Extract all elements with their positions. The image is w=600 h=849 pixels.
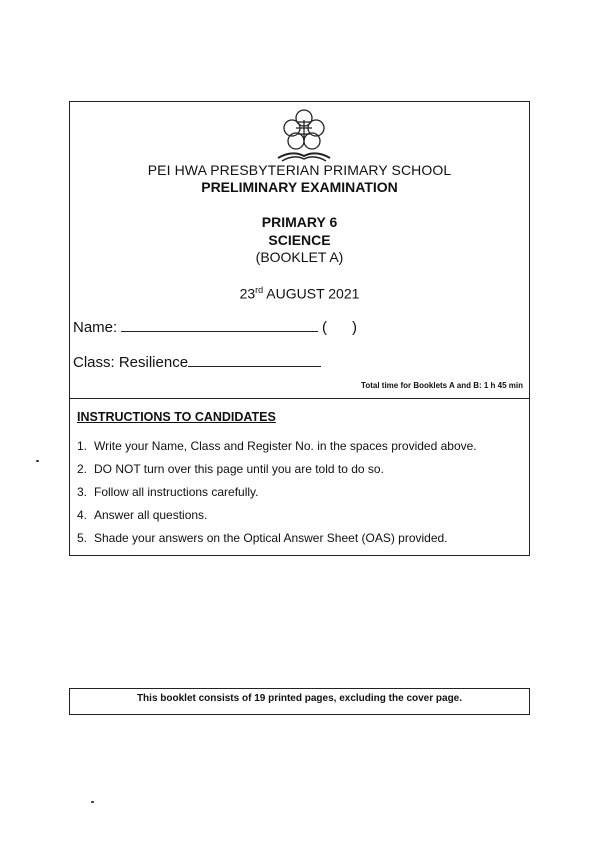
name-field[interactable]: [73, 319, 318, 336]
instruction-text: Answer all questions.: [94, 508, 208, 522]
school-name: PEI HWA PRESBYTERIAN PRIMARY SCHOOL: [147, 162, 452, 178]
exam-title: PRELIMINARY EXAMINATION: [201, 179, 398, 195]
school-crest-icon: [274, 106, 334, 164]
instruction-number: 4.: [77, 508, 88, 522]
instruction-number: 2.: [77, 462, 88, 476]
name-label: Name:: [73, 319, 118, 336]
instruction-text: Follow all instructions carefully.: [94, 485, 259, 499]
page-count-note: This booklet consists of 19 printed pages, excluding the cover page.: [69, 688, 530, 715]
register-number-blank[interactable]: ( ): [322, 319, 357, 336]
subject: SCIENCE: [268, 232, 331, 248]
instruction-number: 5.: [77, 531, 88, 545]
date-rest: AUGUST 2021: [263, 285, 360, 302]
instruction-item: [77, 508, 477, 531]
scan-speck: [91, 801, 94, 803]
name-blank[interactable]: [121, 319, 318, 332]
level: PRIMARY 6: [261, 214, 338, 230]
instructions-list: [77, 439, 477, 554]
class-label: Class: Resilience: [73, 354, 189, 371]
instruction-text: Shade your answers on the Optical Answer Sheet (OAS) provided.: [94, 531, 448, 545]
instructions-heading: INSTRUCTIONS TO CANDIDATES: [77, 410, 276, 424]
scan-speck: [36, 460, 39, 462]
instruction-item: [77, 485, 477, 508]
instruction-number: 1.: [77, 439, 88, 453]
booklet-label: (BOOKLET A): [255, 249, 344, 265]
total-time: Total time for Booklets A and B: 1 h 45 min: [361, 381, 523, 390]
cover-header: [70, 102, 529, 398]
cover-frame: [69, 101, 530, 556]
instruction-item: [77, 439, 477, 462]
instruction-item: [77, 531, 477, 554]
instruction-number: 3.: [77, 485, 88, 499]
instruction-text: DO NOT turn over this page until you are told to do so.: [94, 462, 384, 476]
instruction-text: Write your Name, Class and Register No. in the spaces provided above.: [94, 439, 477, 453]
class-field[interactable]: [73, 354, 321, 371]
section-divider: [70, 398, 529, 399]
class-blank[interactable]: [188, 354, 321, 367]
instruction-item: [77, 462, 477, 485]
date-day: 23: [239, 285, 256, 302]
exam-date: [70, 285, 529, 302]
date-suffix: rd: [255, 285, 264, 295]
